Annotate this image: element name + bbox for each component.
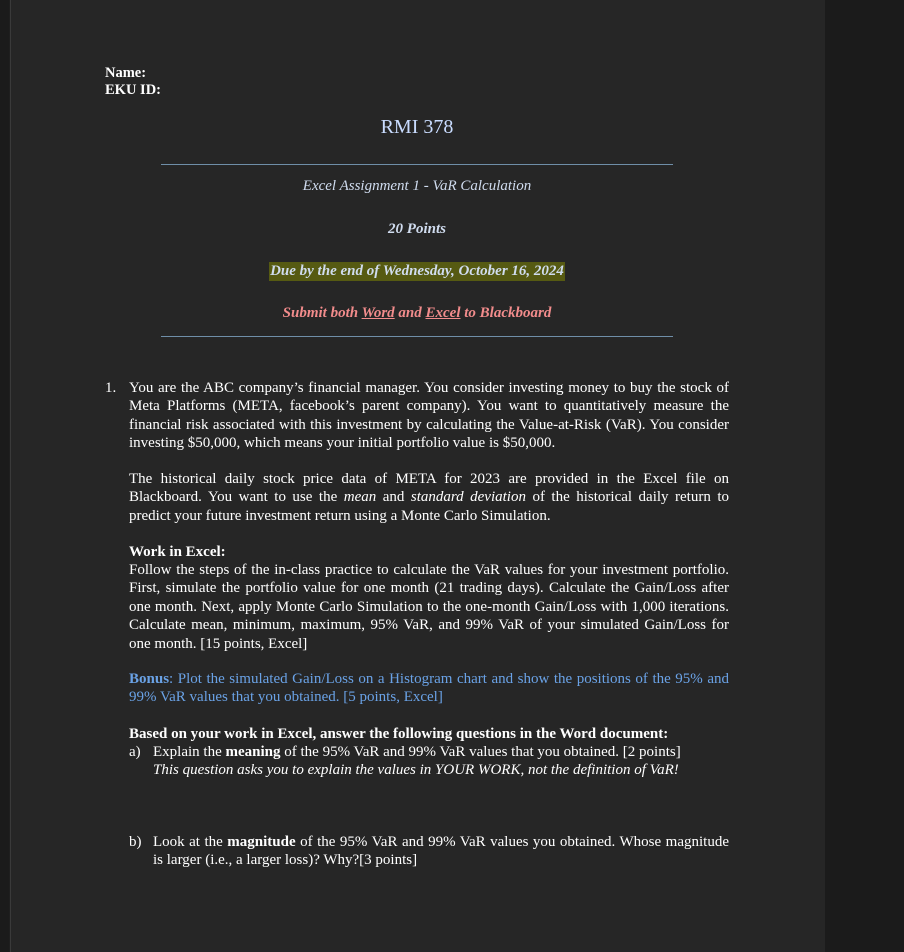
question-number: 1. [105, 380, 117, 396]
points-label: 20 Points [388, 221, 446, 237]
a-text-pre: Explain the [153, 744, 226, 760]
b-text-pre: Look at the [153, 834, 228, 850]
sub-question-b [153, 833, 729, 870]
eku-id-label: EKU ID: [105, 82, 161, 98]
a-text-post: of the 95% VaR and 99% VaR values that you obtained. [2 points] [280, 744, 681, 760]
name-label: Name: [105, 65, 147, 81]
p2-sd: standard deviation [410, 489, 526, 506]
due-date-highlight: Due by the end of Wednesday, October 16, 2024 [270, 263, 564, 279]
top-divider [161, 164, 673, 165]
b-text-bold: magnitude [227, 834, 296, 850]
p2-text-c: of the historical daily return to predict your future investment return using a Monte Carlo Simulation. [129, 489, 729, 524]
word-questions-heading: Based on your work in Excel, answer the following questions in the Word document: [129, 726, 669, 742]
due-date [161, 263, 673, 280]
left-gutter [0, 0, 9, 952]
sub-question-a-letter: a) [129, 744, 141, 760]
course-title: RMI 378 [380, 116, 454, 138]
assignment-subtitle: Excel Assignment 1 - VaR Calculation [302, 178, 532, 194]
p2-text-b: and [376, 489, 411, 506]
work-in-excel-text: Follow the steps of the in-class practice to calculate the VaR values for your investment portfolio. First, simulate the portfolio value for one month (21 trading days). Calculate the Gain/Loss after one month. Next, apply Monte Carlo Simulation to the one-month Gain/Loss with 1,000 iterations. Calculate mean, minimum, maximum, 95% VaR, and 99% VaR of your simulated Gain/Loss for one month. [15 points, Excel] [129, 562, 729, 652]
p2-text-a: The historical daily stock price data of META for 2023 are provided in the Excel file on Blackboard. You want to use the [129, 471, 729, 506]
a-text-bold: meaning [225, 744, 281, 760]
bonus-text: : Plot the simulated Gain/Loss on a Histogram chart and show the positions of the 95% and 99% VaR values that you obtained. [5 points, Excel] [129, 671, 729, 706]
question-intro: You are the ABC company’s financial manager. You consider investing money to buy the stock of Meta Platforms (META, facebook’s parent company). You want to quantitatively measure the financial risk associated with this investment by calculating the Value-at-Risk (VaR). You consider investing $50,000, which means your initial portfolio value is $50,000. [129, 380, 729, 452]
bonus-paragraph [129, 670, 729, 707]
sub-question-a [153, 743, 729, 761]
submit-prefix: Submit both [282, 305, 362, 321]
p2-mean: mean [343, 489, 377, 506]
sub-question-a-note: This question asks you to explain the values in YOUR WORK, not the definition of VaR! [153, 762, 679, 778]
bottom-divider [161, 336, 673, 337]
work-in-excel-heading: Work in Excel: [129, 544, 226, 560]
sub-question-b-letter: b) [129, 834, 142, 850]
right-gutter [825, 0, 904, 952]
b-text-post: of the 95% VaR and 99% VaR values you obtained. Whose magnitude is larger (i.e., a larger loss)? Why?[3 points] [153, 834, 729, 869]
question-data-paragraph [129, 470, 729, 525]
submit-suffix: to Blackboard [460, 305, 552, 321]
submit-excel: Excel [425, 305, 461, 321]
submit-and: and [394, 305, 426, 321]
submit-instructions [161, 305, 673, 322]
bonus-label: Bonus [129, 671, 170, 687]
submit-word: Word [361, 305, 395, 321]
